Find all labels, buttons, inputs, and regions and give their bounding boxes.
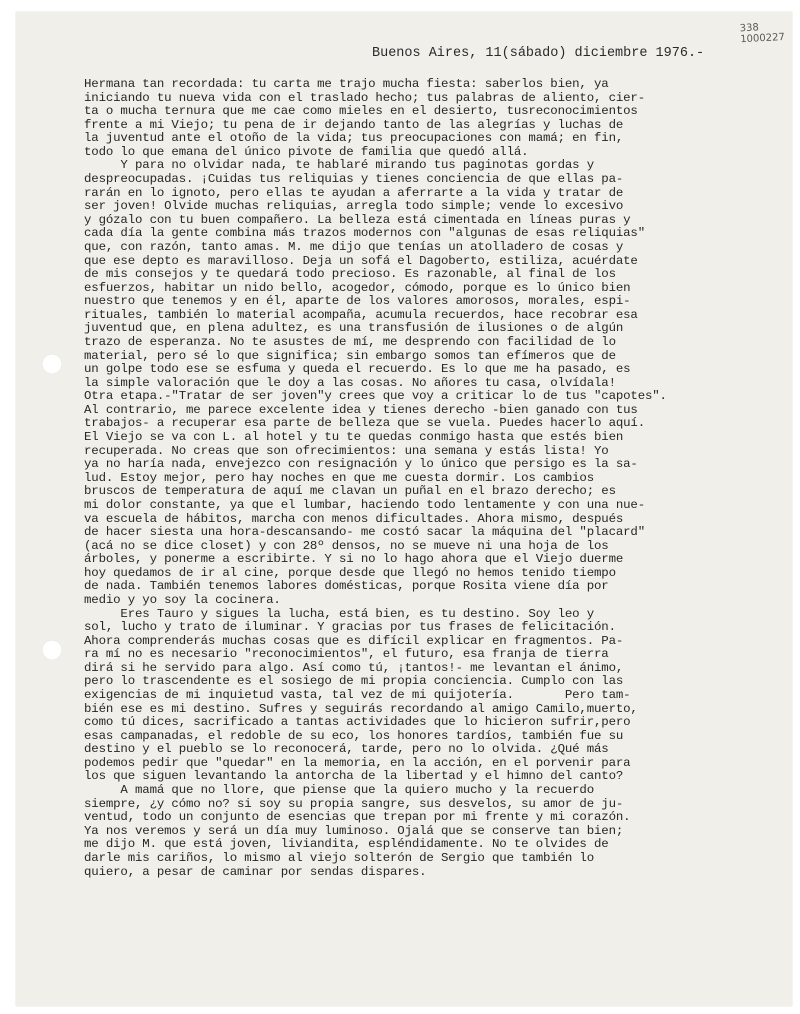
archive-code <box>739 21 790 46</box>
letter-line: los que siguen levantando la antorcha de la libertad y el himno del canto? <box>84 769 624 784</box>
letter-line: ventud, todo un conjunto de esencias que trepan por mi frente y mi corazón. <box>84 810 631 825</box>
letter-line: Ahora comprenderás muchas cosas que es difícil explicar en fragmentos. Pa- <box>84 633 624 648</box>
letter-line: Hermana tan recordada: tu carta me trajo mucha fiesta: saberlos bien, ya <box>84 77 609 91</box>
letter-line: Otra etapa.-"Tratar de ser joven"y crees que voy a criticar lo de tus "capotes". <box>84 389 667 404</box>
letter-line: que ese depto es maravilloso. Deja un sofá el Dagoberto, estiliza, acuérdate <box>84 253 638 268</box>
letter-line: hoy quedamos de ir al cine, porque desde que llegó no hemos tenido tiempo <box>84 565 616 580</box>
letter-dateline: Buenos Aires, 11(sábado) diciembre 1976.- <box>372 46 705 61</box>
letter-line: bruscos de temperatura de aquí me clavan un puñal en el brazo derecho; es <box>84 484 616 499</box>
archive-code-line: 338 <box>739 22 760 35</box>
letter-body <box>84 78 784 879</box>
letter-line: sol, lucho y trato de iluminar. Y gracias por tus frases de felicitación. <box>84 620 616 635</box>
letter-line: va escuela de hábitos, marcha con menos dificultades. Ahora mismo, después <box>84 511 624 526</box>
letter-line: iniciando tu nueva vida con el traslado hecho; tus palabras de aliento, cier- <box>84 90 645 105</box>
letter-line: de hacer siesta una hora-descansando- me costó sacar la máquina del "placard" <box>84 525 645 540</box>
letter-line: despreocupadas. ¡Cuidas tus reliquias y tienes conciencia de que ellas pa- <box>84 172 624 187</box>
letter-line: Ya nos veremos y será un día muy luminoso. Ojalá que se conserve tan bien; <box>84 823 624 838</box>
letter-line: ta o mucha ternura que me cae como mieles en el desierto, tusreconocimientos <box>84 104 638 119</box>
letter-line: de nada. También tenemos labores domésticas, porque Rosita viene día por <box>84 579 609 594</box>
letter-line: y gózalo con tu buen compañero. La belleza está cimentada en líneas puras y <box>84 212 631 227</box>
letter-line: frente a mi Viejo; tu pena de ir dejando tanto de las alegrías y luchas de <box>84 117 624 132</box>
letter-line: Y para no olvidar nada, te hablaré mirando tus paginotas gordas y <box>84 158 594 173</box>
letter-line: siempre, ¿y cómo no? si soy su propia sangre, sus desvelos, su amor de ju- <box>84 796 624 811</box>
letter-line: podemos pedir que "quedar" en la memoria, en la acción, en el porvenir para <box>84 755 631 770</box>
letter-line: recuperada. No creas que son ofrecimientos: una semana y estás lista! Yo <box>84 443 609 458</box>
letter-line: esas campanadas, el redoble de su eco, los honores tardíos, también fue su <box>84 728 624 743</box>
letter-line: ra mí no es necesario "reconocimientos", el futuro, esa franja de tierra <box>84 647 609 662</box>
letter-line: ser joven! Olvide muchas reliquias, arregla todo simple; vende lo excesivo <box>84 199 624 214</box>
letter-line: darle mis cariños, lo mismo al viejo solterón de Sergio que también lo <box>84 850 594 865</box>
letter-line: ya no haría nada, envejezco con resignación y lo único que persigo es la sa- <box>84 457 638 472</box>
letter-line: medio y yo soy la cocinera. <box>84 592 281 607</box>
letter-line: nuestro que tenemos y en él, aparte de los valores amorosos, morales, espi- <box>84 294 631 309</box>
letter-line: lud. Estoy mejor, pero hay noches en que me cuesta dormir. Los cambios <box>84 470 594 485</box>
letter-line: que, con razón, tanto amas. M. me dijo que tenías un atolladero de cosas y <box>84 239 624 254</box>
letter-line: árboles, y ponerme a escribirte. Y si no lo hago ahora que el Viejo duerme <box>84 552 624 567</box>
punch-hole <box>42 640 62 660</box>
letter-line: la juventud ante el otoño de la vida; tus preocupaciones con mamá; en fin, <box>84 131 624 146</box>
letter-line: trabajos- a recuperar esa parte de belleza que se vuela. Puedes hacerlo aquí. <box>84 416 645 431</box>
letter-line: la simple valoración que le doy a las cosas. No añores tu casa, olvídala! <box>84 375 616 390</box>
letter-line: como tú dices, sacrificado a tantas actividades que lo hicieron sufrir,pero <box>84 715 631 730</box>
letter-line: un golpe todo ese se esfuma y queda el recuerdo. Es lo que me ha pasado, es <box>84 362 631 377</box>
letter-line: pero lo trascendente es el sosiego de mi propia conciencia. Cumplo con las <box>84 674 624 689</box>
letter-line: quiero, a pesar de caminar por sendas dispares. <box>84 864 427 879</box>
letter-line: El Viejo se va con L. al hotel y tu te quedas conmigo hasta que estés bien <box>84 430 624 445</box>
letter-line: rituales, también lo material acompaña, acumula recuerdos, hace recobrar esa <box>84 307 638 322</box>
letter-line: bién ese es mi destino. Sufres y seguirás recordando al amigo Camilo,muerto, <box>84 701 638 716</box>
letter-line: dirá si he servido para algo. Así como tú, ¡tantos!- me levantan el ánimo, <box>84 660 624 675</box>
letter-line: A mamá que no llore, que piense que la quiero mucho y la recuerdo <box>84 783 594 798</box>
letter-line: me dijo M. que está joven, liviandita, espléndidamente. No te olvides de <box>84 837 609 852</box>
archive-code-line: 1000227 <box>740 31 786 46</box>
letter-line: juventud que, en plena adultez, es una transfusión de ilusiones o de algún <box>84 321 624 336</box>
letter-line: mi dolor constante, ya que el lumbar, haciendo todo lentamente y con una nue- <box>84 497 645 512</box>
letter-line: esfuerzos, habitar un nido bello, acogedor, cómodo, porque es lo único bien <box>84 280 631 295</box>
letter-line: destino y el pueblo se lo reconocerá, tarde, pero no lo olvida. ¿Qué más <box>84 742 609 757</box>
letter-line: trazo de esperanza. No te asustes de mí, me desprendo con facilidad de lo <box>84 334 616 349</box>
letter-line: material, pero sé lo que significa; sin embargo somos tan efímeros que de <box>84 348 616 363</box>
letter-line: de mis consejos y te quedará todo precioso. Es razonable, al final de los <box>84 267 616 282</box>
punch-hole <box>42 354 62 374</box>
letter-line: (acá no se dice closet) y con 28º densos, no se mueve ni una hoja de los <box>84 538 609 553</box>
letter-line: rarán en lo ignoto, pero ellas te ayudan a aferrarte a la vida y tratar de <box>84 185 624 200</box>
letter-line: todo lo que emana del único pivote de familia que quedó allá. <box>84 144 529 159</box>
letter-line: cada día la gente combina más trazos modernos con "algunas de esas reliquias" <box>84 226 645 241</box>
letter-line: Al contrario, me parece excelente idea y tienes derecho -bien ganado con tus <box>84 402 638 417</box>
letter-line: exigencias de mi inquietud vasta, tal vez de mi quijotería. Pero tam- <box>84 688 631 703</box>
letter-line: Eres Tauro y sigues la lucha, está bien, es tu destino. Soy leo y <box>84 606 594 621</box>
